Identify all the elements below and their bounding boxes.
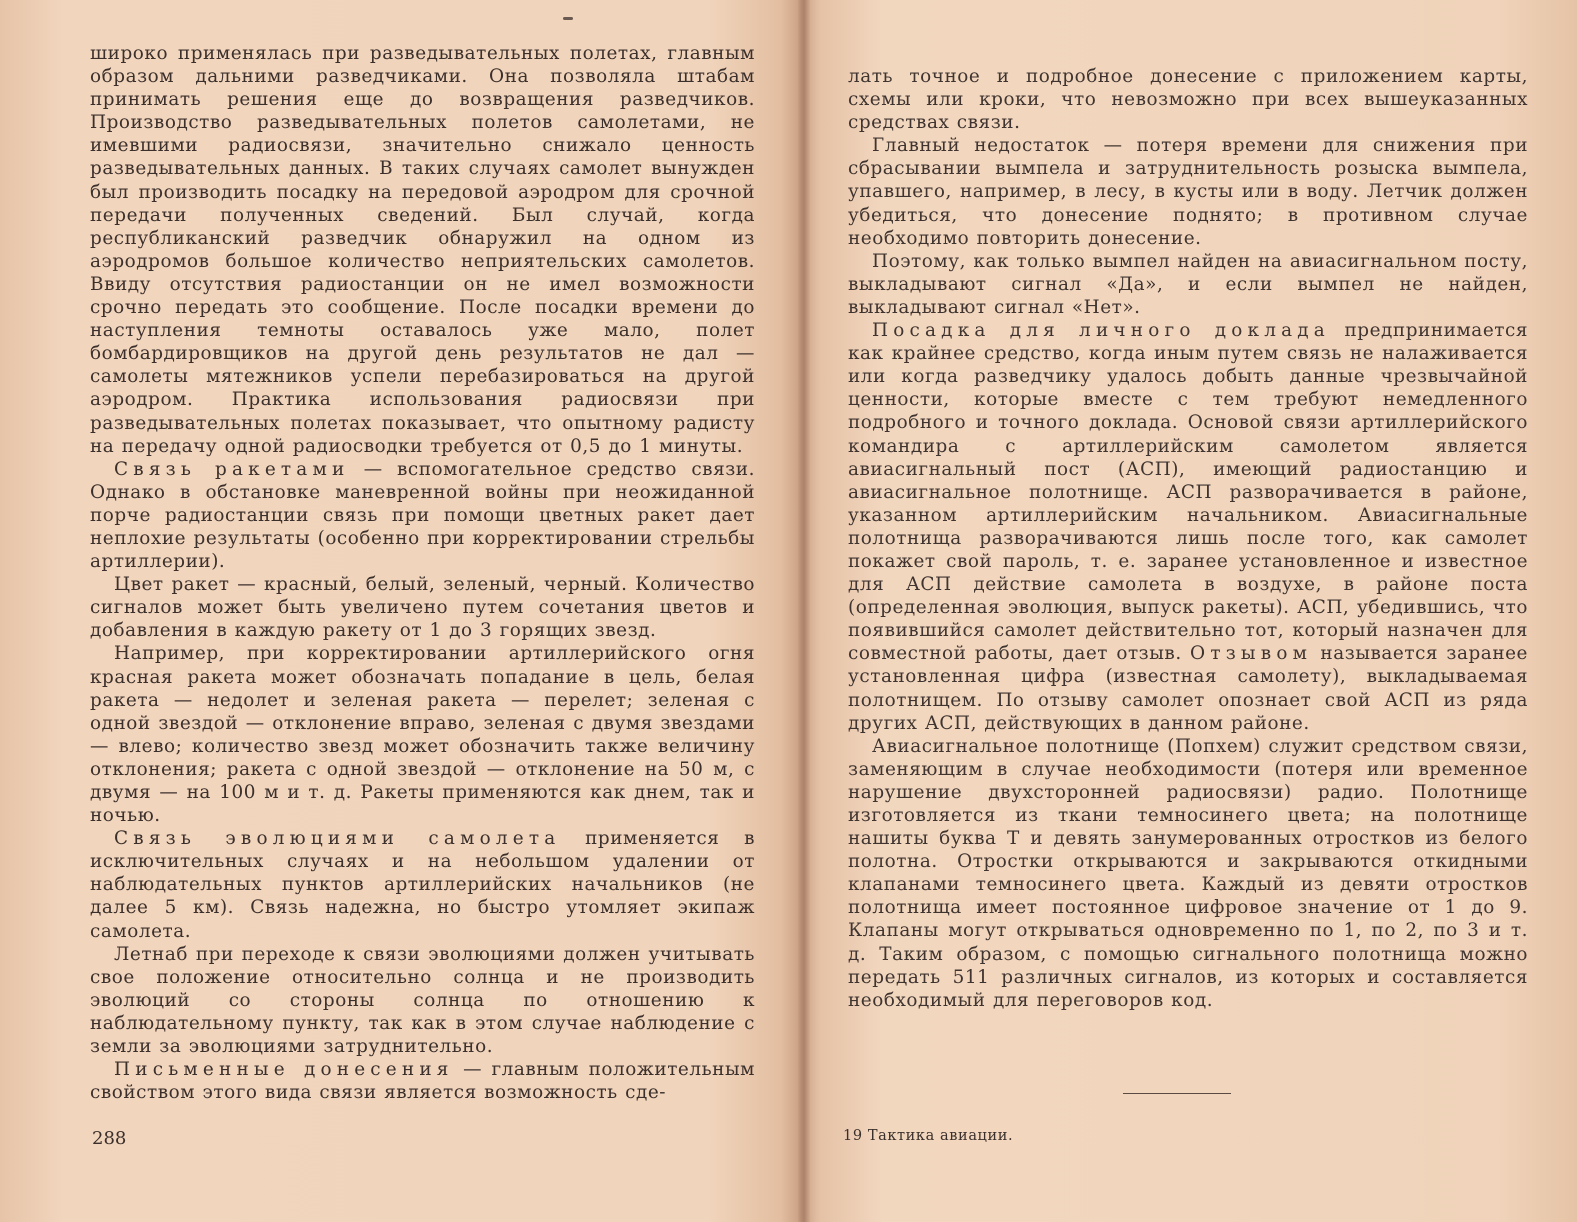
right-paragraph-2: Главный недостаток — потеря времени для снижения при сбрасывании вымпела и затруднительность розыска вымпела, упавшего, например, в лесу, в кусты или в воду. Летчик должен убедиться, что донесение поднято; в противном случае необходимо повторить донесение.: [848, 135, 1528, 249]
left-paragraph-2-text: — вспомогательное средство связи. Однако в обстановке маневренной войны при неожиданной порче радиостанции связь при помощи цветных ракет дает неплохие результаты (особенно при корректировании стрельбы артиллерии).: [90, 458, 756, 573]
printer-signature: 19 Тактика авиации.: [843, 1128, 1014, 1144]
left-paragraph-7: [90, 1058, 755, 1104]
right-paragraph-5: Авиасигнальное полотнище (Попхем) служит средством связи, заменяющим в случае необходимости (потеря или временное нарушение двухсторонней радиосвязи) радио. Полотнище изготовляется из ткани темносинего цвета; на полотнище нашиты буква Т и девять занумерованных отростков из белого полотна. Отростки открываются и закрываются откидными клапанами темносинего цвета. Каждый из девяти отростков полотнища имеет постоянное цифровое значение от 1 до 9. Клапаны могут открываться одновременно по 1, по 2, по 3 и т. д. Таким образом, с помощью сигнального полотнища можно передать 511 различных сигналов, из которых и составляется необходимый для переговоров код.: [848, 735, 1528, 1011]
right-paragraph-4-text: предпринимается как крайнее средство, когда иным путем связь не налаживается или когда разведчику удалось добыть данные чрезвычайной ценности, которые вместе с тем требуют немедленного подробного и точного доклада. Основой связи артиллерийского командира с артиллерийским самолетом является авиасигнальный пост (АСП), имеющий радиостанцию и авиасигнальное полотнище. АСП разворачивается в районе, указанном артиллерийским начальником. Авиасигнальные полотнища разворачиваются лишь после того, как самолет покажет свой пароль, т. е. заранее установленное и известное для АСП действие самолета в воздухе, в районе поста (определенная эволюция, выпуск ракеты). АСП, убедившись, что появившийся самолет действительно тот, который назначен для совместной работы, дает отзыв.: [848, 320, 1528, 665]
left-paragraph-5: [90, 827, 755, 942]
left-page-text: [90, 42, 755, 1104]
section-term-reply: Отзывом: [1190, 643, 1313, 665]
left-paragraph-4: Например, при корректировании артиллерийского огня красная ракета может обозначать попадание в цель, белая ракета — недолет и зеленая ракета — перелет; зеленая с одной звездой — отклонение вправо, зеленая с двумя звездами — влево; количество звезд может обозначить также величину отклонения; ракета с одной звездой — отклонение на 50 м, с двумя — на 100 м и т. д. Ракеты применяются как днем, так и ночью.: [90, 643, 755, 827]
left-paragraph-3: Цвет ракет — красный, белый, зеленый, черный. Количество сигналов может быть увеличено путем сочетания цветов и добавления в каждую ракету от 1 до 3 горящих звезд.: [90, 574, 755, 642]
right-paragraph-3: Поэтому, как только вымпел найден на авиасигнальном посту, выкладывают сигнал «Да», и если вымпел не найден, выкладывают сигнал «Нет».: [848, 250, 1528, 318]
left-paragraph-5-text: применяется в исключительных случаях и на небольшом удалении от наблюдательных пунктов артиллерийских начальников (не далее 5 км). Связь надежна, но быстро утомляет экипаж самолета.: [90, 828, 756, 942]
right-paragraph-4-tail: называется заранее установленная цифра (известная самолету), выкладываемая полотнищем. По отзыву самолет опознает свой АСП из ряда других АСП, действующих в данном районе.: [848, 643, 1528, 734]
right-page: [808, 0, 1577, 1222]
left-paragraph-1: широко применялась при разведывательных полетах, главным образом дальними разведчиками. Она позволяла штабам принимать решения еще до возвращения разведчиков. Производство разведывательных полетов самолетами, не имевшими радиосвязи, значительно снижало ценность разведывательных данных. В таких случаях самолет вынужден был производить посадку на передовой аэродром для срочной передачи полученных сведений. Был случай, когда республиканский разведчик обнаружил на одном из аэродромов большое количество неприятельских самолетов. Ввиду отсутствия радиостанции он не имел возможности срочно передать это сообщение. После посадки времени до наступления темноты оставалось уже мало, полет бомбардировщиков на другой день результатов не дал — самолеты мятежников успели перебазироваться на другой аэродром. Практика использования радиосвязи при разведывательных полетах показывает, что опытному радисту на передачу одной радиосводки требуется от 0,5 до 1 минуты.: [90, 43, 755, 457]
section-term-evolutions: Связь эволюциями самолета: [114, 828, 561, 850]
section-term-written-reports: Письменные донесения: [114, 1059, 454, 1081]
left-paragraph-7-text: — главным положительным свойством этого вида связи является возможность сде-: [90, 1059, 755, 1104]
section-term-landing-report: Посадка для личного доклада: [872, 320, 1330, 342]
section-term-rockets: Связь ракетами: [114, 458, 350, 480]
right-paragraph-4: [848, 319, 1528, 735]
page-number: 288: [92, 1128, 127, 1149]
print-mark: [563, 17, 573, 20]
left-paragraph-2: [90, 458, 755, 573]
left-paragraph-6: Летнаб при переходе к связи эволюциями должен учитывать свое положение относительно солнца и не производить эволюций со стороны солнца по отношению к наблюдательному пункту, так как в этом случае наблюдение с земли за эволюциями затруднительно.: [90, 943, 755, 1058]
right-page-text: [848, 65, 1528, 1012]
right-paragraph-1: лать точное и подробное донесение с приложением карты, схемы или кроки, что невозможно при всех вышеуказанных средствах связи.: [848, 66, 1528, 134]
footnote-rule: [1123, 1093, 1231, 1094]
